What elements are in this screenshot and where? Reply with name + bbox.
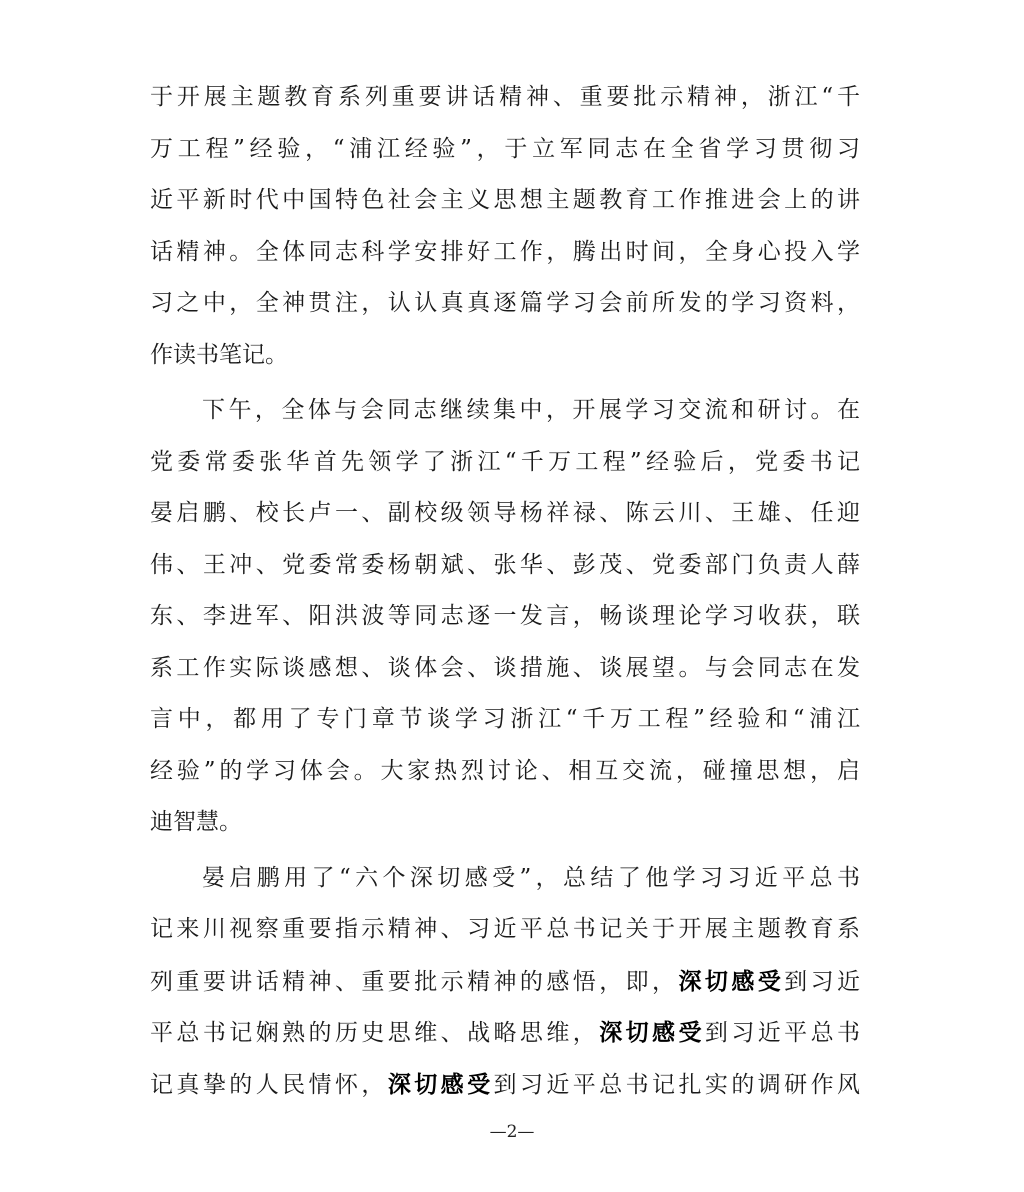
- text-line: [150, 1007, 860, 1059]
- text-segment: 记真挚的人民情怀，: [150, 1071, 388, 1098]
- bold-emphasis: 深切感受: [678, 967, 785, 995]
- text-line: 近平新时代中国特色社会主义思想主题教育工作推进会上的讲: [150, 187, 860, 213]
- text-line: 党委常委张华首先领学了浙江“千万工程”经验后，党委书记: [150, 448, 860, 475]
- text-line: 言中，都用了专门章节谈学习浙江“千万工程”经验和“浦江: [150, 706, 860, 732]
- text-line: 话精神。全体同志科学安排好工作，腾出时间，全身心投入学: [150, 238, 860, 265]
- paragraph-2: [150, 385, 860, 849]
- text-line: 记来川视察重要指示精神、习近平总书记关于开展主题教育系: [150, 916, 860, 942]
- document-body: [150, 72, 860, 1110]
- text-line: 习之中，全神贯注，认认真真逐篇学习会前所发的学习资料，: [150, 290, 860, 316]
- text-line: 系工作实际谈感想、谈体会、谈措施、谈展望。与会同志在发: [150, 654, 860, 681]
- text-line: [150, 956, 860, 1008]
- text-line: 于开展主题教育系列重要讲话精神、重要批示精神，浙江“千: [150, 84, 860, 110]
- text-segment: 列重要讲话精神、重要批示精神的感悟，即，: [150, 968, 679, 995]
- text-line: 迪智慧。: [150, 809, 242, 835]
- text-line: 下午，全体与会同志继续集中，开展学习交流和研讨。在: [202, 397, 860, 423]
- text-line: 晏启鹏用了“六个深切感受”，总结了他学习习近平总书: [202, 864, 860, 891]
- text-line: 伟、王冲、党委常委杨朝斌、张华、彭茂、党委部门负责人薛: [150, 551, 860, 578]
- text-segment: 平总书记娴熟的历史思维、战略思维，: [150, 1020, 600, 1046]
- text-line: 东、李进军、阳洪波等同志逐一发言，畅谈理论学习收获，联: [150, 603, 860, 629]
- text-line: [150, 1059, 860, 1111]
- paragraph-3: [150, 853, 860, 1111]
- text-line: 作读书笔记。: [150, 341, 288, 368]
- text-line: 晏启鹏、校长卢一、副校级领导杨祥禄、陈云川、王雄、任迎: [150, 500, 860, 526]
- bold-emphasis: 深切感受: [387, 1070, 494, 1098]
- bold-emphasis: 深切感受: [599, 1019, 705, 1046]
- text-segment: 到习近: [784, 968, 861, 995]
- text-line: 万工程”经验，“浦江经验”，于立军同志在全省学习贯彻习: [150, 135, 860, 162]
- paragraph-1: [150, 72, 860, 381]
- text-segment: 到习近平总书: [704, 1020, 861, 1046]
- text-segment: 到习近平总书记扎实的调研作风: [493, 1071, 861, 1098]
- text-line: 经验”的学习体会。大家热烈讨论、相互交流，碰撞思想，启: [150, 757, 860, 784]
- page-number: —2—: [489, 1122, 535, 1142]
